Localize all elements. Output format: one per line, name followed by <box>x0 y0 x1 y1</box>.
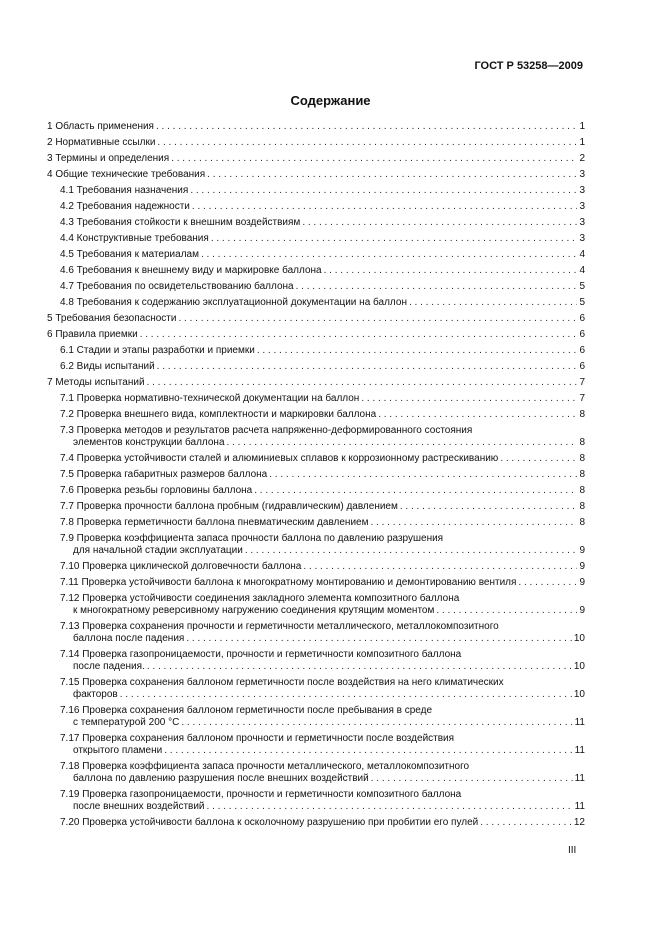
toc-entry[interactable] <box>60 469 585 481</box>
dot-leader <box>361 393 577 405</box>
toc-entry[interactable] <box>60 361 585 373</box>
toc-entry-page: 11 <box>574 773 585 784</box>
toc-entry[interactable] <box>60 249 585 261</box>
document-code: ГОСТ Р 53258—2009 <box>474 60 583 72</box>
toc-entry-page: 6 <box>579 313 585 324</box>
toc-entry-title: после падения. <box>73 661 145 672</box>
toc-entry[interactable] <box>47 121 585 133</box>
toc-entry-title: 7.16 Проверка сохранения баллоном герметичности после пребывания в среде <box>60 705 433 716</box>
dot-leader <box>192 201 578 213</box>
toc-entry[interactable] <box>60 733 585 757</box>
toc-entry-title: 7.2 Проверка внешнего вида, комплектности и маркировки баллона <box>60 409 377 420</box>
toc-entry-title: 7.12 Проверка устойчивости соединения закладного элемента композитного баллона <box>60 593 460 604</box>
toc-entry-title: открытого пламени <box>73 745 163 756</box>
toc-entry[interactable] <box>60 621 585 645</box>
toc-entry-title: 4 Общие технические требования <box>47 169 206 180</box>
toc-entry-title: 7.14 Проверка газопроницаемости, прочности и герметичности композитного баллона <box>60 649 462 660</box>
toc-entry-title: баллона по давлению разрушения после внешних воздействий <box>73 773 369 784</box>
toc-entry[interactable] <box>60 593 585 617</box>
toc-entry-title: 7.18 Проверка коэффициента запаса прочности металлического, металлокомпозитного <box>60 761 470 772</box>
toc-entry[interactable] <box>60 501 585 513</box>
toc-entry-title: после внешних воздействий <box>73 801 205 812</box>
toc-entry[interactable] <box>60 185 585 197</box>
toc-entry[interactable] <box>60 281 585 293</box>
toc-entry[interactable] <box>60 409 585 421</box>
toc-entry[interactable] <box>60 649 585 673</box>
toc-entry[interactable] <box>60 677 585 701</box>
toc-entry[interactable] <box>60 345 585 357</box>
toc-entry-title: 4.8 Требования к содержанию эксплуатационной документации на баллон <box>60 297 407 308</box>
dot-leader <box>480 817 572 829</box>
dot-leader <box>370 517 577 529</box>
toc-entry[interactable] <box>60 217 585 229</box>
toc-entry-page: 10 <box>573 689 585 700</box>
toc-entry-page: 3 <box>579 185 585 196</box>
dot-leader <box>181 717 572 729</box>
toc-entry[interactable] <box>60 393 585 405</box>
toc-entry[interactable] <box>60 817 585 829</box>
toc-entry-title: 3 Термины и определения <box>47 153 170 164</box>
toc-entry-title: элементов конструкции баллона <box>73 437 225 448</box>
toc-entry-title: 7.15 Проверка сохранения баллоном герметичности после воздействия на него климатических <box>60 677 504 688</box>
toc-entry-title: 7.6 Проверка резьбы горловины баллона <box>60 485 253 496</box>
toc-entry-title: 4.2 Требования надежности <box>60 201 190 212</box>
toc-entry-title: 4.5 Требования к материалам <box>60 249 199 260</box>
toc-entry[interactable] <box>47 329 585 341</box>
toc-entry-page: 1 <box>579 121 585 132</box>
dot-leader <box>157 137 577 149</box>
dot-leader <box>371 773 573 785</box>
dot-leader <box>201 249 577 261</box>
toc-entry[interactable] <box>60 297 585 309</box>
toc-entry-title: 7.17 Проверка сохранения баллоном прочности и герметичности после воздействия <box>60 733 455 744</box>
toc-entry[interactable] <box>60 517 585 529</box>
page-title: Содержание <box>290 93 371 108</box>
dot-leader <box>147 377 578 389</box>
toc-entry[interactable] <box>60 705 585 729</box>
toc-entry-page: 8 <box>579 485 585 496</box>
dot-leader <box>211 233 578 245</box>
toc-entry-title: факторов <box>73 689 118 700</box>
toc-entry-title: 4.6 Требования к внешнему виду и маркировке баллона <box>60 265 322 276</box>
toc-entry[interactable] <box>60 425 585 449</box>
dot-leader <box>324 265 578 277</box>
toc-entry-page: 6 <box>579 361 585 372</box>
toc-entry-title: 7.11 Проверка устойчивости баллона к многократному монтированию и демонтированию вентиля <box>60 577 517 588</box>
dot-leader <box>227 437 578 449</box>
dot-leader <box>303 561 577 573</box>
toc-entry-page: 12 <box>573 817 585 828</box>
toc-entry-page: 8 <box>579 501 585 512</box>
toc-entry-page: 8 <box>579 469 585 480</box>
toc-entry-title: 7.5 Проверка габаритных размеров баллона <box>60 469 268 480</box>
toc-entry[interactable] <box>60 789 585 813</box>
dot-leader <box>207 169 577 181</box>
toc-entry[interactable] <box>60 453 585 465</box>
dot-leader <box>164 745 572 757</box>
toc-entry-title: 6.1 Стадии и этапы разработки и приемки <box>60 345 255 356</box>
toc-entry-title: 7.10 Проверка циклической долговечности баллона <box>60 561 302 572</box>
toc-entry-title: 4.7 Требования по освидетельствованию баллона <box>60 281 294 292</box>
dot-leader <box>296 281 578 293</box>
toc-entry-page: 4 <box>579 249 585 260</box>
toc-entry-page: 5 <box>579 297 585 308</box>
toc-entry-title: 7.9 Проверка коэффициента запаса прочности баллона по давлению разрушения <box>60 533 444 544</box>
toc-entry-title: к многократному реверсивному нагружению соединения крутящим моментом <box>73 605 435 616</box>
dot-leader <box>378 409 577 421</box>
dot-leader <box>500 453 577 465</box>
toc-entry[interactable] <box>47 313 585 325</box>
dot-leader <box>171 153 577 165</box>
toc-entry-title: 4.3 Требования стойкости к внешним воздействиям <box>60 217 301 228</box>
toc-entry-title: 2 Нормативные ссылки <box>47 137 156 148</box>
toc-entry-page: 7 <box>579 377 585 388</box>
toc-entry-title: 6 Правила приемки <box>47 329 138 340</box>
toc-entry-page: 8 <box>579 409 585 420</box>
toc-entry-page: 11 <box>574 801 585 812</box>
toc-entry-title: 7.8 Проверка герметичности баллона пневматическим давлением <box>60 517 369 528</box>
toc-entry-page: 3 <box>579 217 585 228</box>
toc-entry-page: 8 <box>579 437 585 448</box>
toc-entry-page: 11 <box>574 745 585 756</box>
table-of-contents <box>47 121 585 829</box>
toc-entry[interactable] <box>60 201 585 213</box>
toc-entry-title: 7.7 Проверка прочности баллона пробным (гидравлическим) давлением <box>60 501 398 512</box>
toc-entry[interactable] <box>60 577 585 589</box>
toc-entry[interactable] <box>60 485 585 497</box>
toc-entry-page: 11 <box>574 717 585 728</box>
toc-entry[interactable] <box>60 561 585 573</box>
toc-entry-title: 7.1 Проверка нормативно-технической документации на баллон <box>60 393 360 404</box>
toc-entry-title: 7.20 Проверка устойчивости баллона к осколочному разрушению при пробитии его пулей <box>60 817 479 828</box>
toc-entry-page: 8 <box>579 453 585 464</box>
dot-leader <box>186 633 572 645</box>
dot-leader <box>257 345 578 357</box>
toc-entry-page: 9 <box>579 605 585 616</box>
page-number: III <box>568 845 577 856</box>
dot-leader <box>302 217 577 229</box>
toc-entry-title: 7.4 Проверка устойчивости сталей и алюминиевых сплавов к коррозионному растрескиванию <box>60 453 499 464</box>
toc-entry-page: 10 <box>573 661 585 672</box>
dot-leader <box>157 361 578 373</box>
dot-leader <box>120 689 572 701</box>
toc-entry-title: 7.19 Проверка газопроницаемости, прочности и герметичности композитного баллона <box>60 789 462 800</box>
toc-entry-page: 9 <box>579 577 585 588</box>
toc-entry[interactable] <box>47 137 585 149</box>
toc-entry-page: 3 <box>579 201 585 212</box>
dot-leader <box>178 313 577 325</box>
toc-entry-page: 8 <box>579 517 585 528</box>
toc-entry-title: с температурой 200 °С <box>73 717 180 728</box>
toc-entry-page: 6 <box>579 345 585 356</box>
toc-entry-page: 9 <box>579 545 585 556</box>
toc-entry-page: 5 <box>579 281 585 292</box>
toc-entry-title: 1 Область применения <box>47 121 154 132</box>
dot-leader <box>254 485 577 497</box>
toc-entry-title: 5 Требования безопасности <box>47 313 177 324</box>
dot-leader <box>269 469 577 481</box>
toc-entry-title: для начальной стадии эксплуатации <box>73 545 243 556</box>
toc-entry[interactable] <box>47 169 585 181</box>
toc-entry-page: 9 <box>579 561 585 572</box>
toc-entry-page: 1 <box>579 137 585 148</box>
toc-entry-title: 4.4 Конструктивные требования <box>60 233 209 244</box>
dot-leader <box>518 577 577 589</box>
dot-leader <box>156 121 577 133</box>
dot-leader <box>245 545 578 557</box>
toc-entry-page: 3 <box>579 169 585 180</box>
toc-entry-page: 7 <box>579 393 585 404</box>
toc-entry[interactable] <box>60 233 585 245</box>
toc-entry-title: 6.2 Виды испытаний <box>60 361 155 372</box>
dot-leader <box>190 185 577 197</box>
dot-leader <box>207 801 573 813</box>
toc-entry[interactable] <box>47 153 585 165</box>
toc-entry-page: 6 <box>579 329 585 340</box>
dot-leader <box>140 329 578 341</box>
dot-leader <box>400 501 578 513</box>
dot-leader <box>147 661 572 673</box>
toc-entry-title: 7 Методы испытаний <box>47 377 145 388</box>
toc-entry-title: 4.1 Требования назначения <box>60 185 189 196</box>
toc-entry-title: 7.3 Проверка методов и результатов расчета напряженно-деформированного состояния <box>60 425 473 436</box>
toc-entry-page: 4 <box>579 265 585 276</box>
toc-entry[interactable] <box>60 533 585 557</box>
dot-leader <box>409 297 577 309</box>
toc-entry-page: 3 <box>579 233 585 244</box>
toc-entry[interactable] <box>60 265 585 277</box>
toc-entry-title: 7.13 Проверка сохранения прочности и герметичности металлического, металлокомпозитного <box>60 621 499 632</box>
toc-entry-title: баллона после падения <box>73 633 185 644</box>
toc-entry[interactable] <box>47 377 585 389</box>
toc-entry-page: 10 <box>573 633 585 644</box>
toc-entry-page: 2 <box>579 153 585 164</box>
dot-leader <box>436 605 577 617</box>
toc-entry[interactable] <box>60 761 585 785</box>
